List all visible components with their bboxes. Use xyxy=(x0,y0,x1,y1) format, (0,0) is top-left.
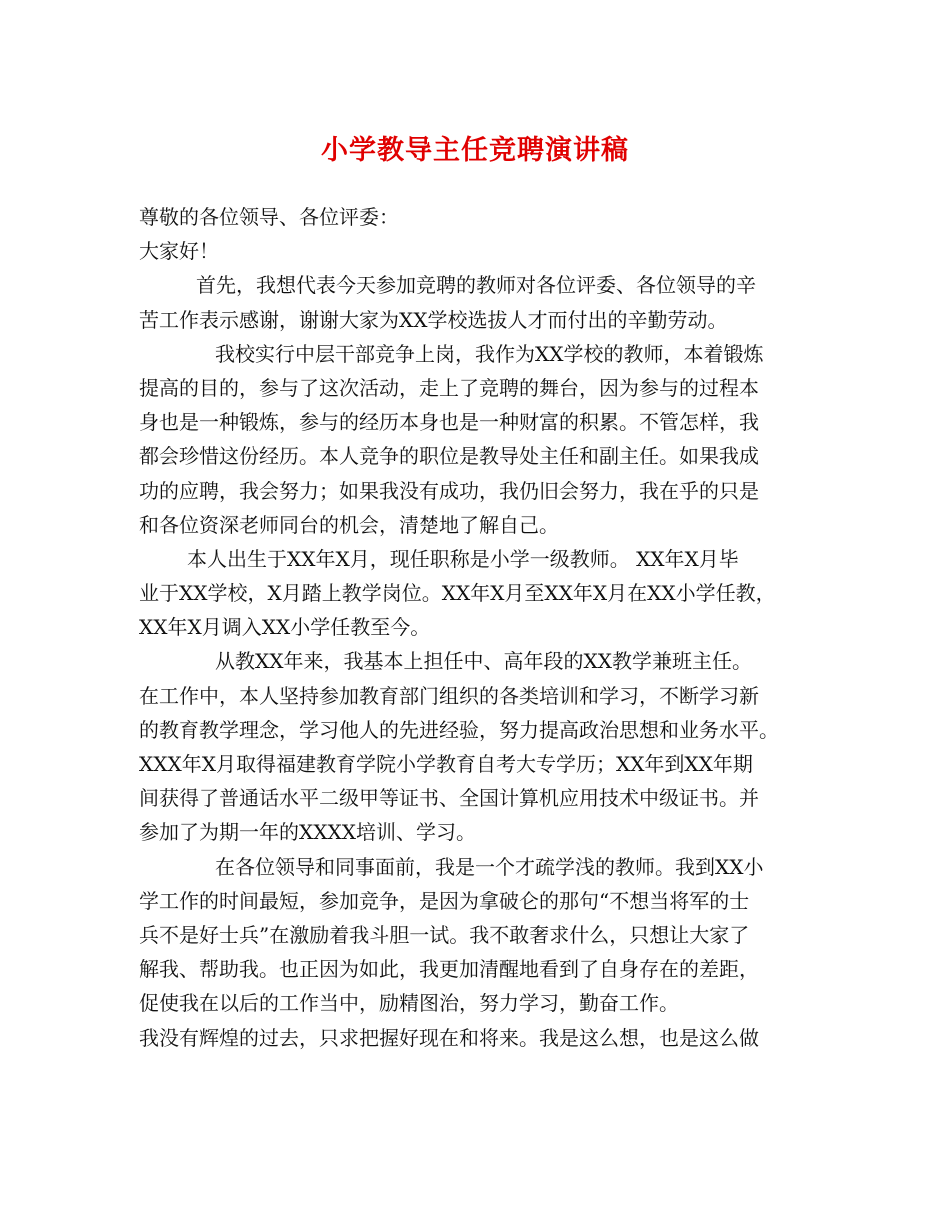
paragraph-line: 参加了为期一年的XXXX培训、学习。 xyxy=(139,820,476,845)
greeting-line: 大家好！ xyxy=(139,239,219,264)
paragraph-line: 兵不是好士兵”在激励着我斗胆一试。我不敢奢求什么，只想让大家了 xyxy=(139,922,750,947)
paragraph-line: 在工作中，本人坚持参加教育部门组织的各类培训和学习，不断学习新 xyxy=(139,683,759,708)
paragraph-line: 间获得了普通话水平二级甲等证书、全国计算机应用技术中级证书。并 xyxy=(139,786,759,811)
paragraph-line: 业于XX学校，X月踏上教学岗位。XX年X月至XX年X月在XX小学任教， xyxy=(139,581,776,606)
paragraph-line: 我没有辉煌的过去，只求把握好现在和将来。我是这么想，也是这么做 xyxy=(139,1025,759,1050)
paragraph-line: 都会珍惜这份经历。本人竞争的职位是教导处主任和副主任。如果我成 xyxy=(139,444,759,469)
paragraph-line: 本人出生于XX年X月，现任职称是小学一级教师。 XX年X月毕 xyxy=(187,546,739,571)
paragraph-line: 我校实行中层干部竞争上岗，我作为XX学校的教师，本着锻炼 xyxy=(215,341,764,366)
paragraph-line: 促使我在以后的工作当中，励精图治，努力学习，勤奋工作。 xyxy=(139,991,679,1016)
paragraph-line: 解我、帮助我。也正因为如此，我更加清醒地看到了自身存在的差距， xyxy=(139,957,759,982)
paragraph-line: 身也是一种锻炼，参与的经历本身也是一种财富的积累。不管怎样，我 xyxy=(139,410,759,435)
paragraph-line: 的教育教学理念，学习他人的先进经验，努力提高政治思想和业务水平。 xyxy=(139,717,779,742)
paragraph-line: 首先，我想代表今天参加竞聘的教师对各位评委、各位领导的辛 xyxy=(196,273,756,298)
paragraph-line: XXX年X月取得福建教育学院小学教育自考大专学历；XX年到XX年期 xyxy=(139,752,753,776)
paragraph-line: 从教XX年来，我基本上担任中、高年段的XX教学兼班主任。 xyxy=(215,649,752,674)
document-title: 小学教导主任竞聘演讲稿 xyxy=(321,135,629,166)
paragraph-line: 和各位资深老师同台的机会，清楚地了解自己。 xyxy=(139,512,559,537)
paragraph-line: 学工作的时间最短，参加竞争，是因为拿破仑的那句“不想当将军的士 xyxy=(139,888,750,913)
paragraph-line: 在各位领导和同事面前，我是一个才疏学浅的教师。我到XX小 xyxy=(215,854,764,879)
salutation-line: 尊敬的各位领导、各位评委： xyxy=(139,205,399,229)
paragraph-line: 苦工作表示感谢，谢谢大家为XX学校选拔人才而付出的辛勤劳动。 xyxy=(139,307,728,332)
document-body xyxy=(139,200,829,1055)
paragraph-line: XX年X月调入XX小学任教至今。 xyxy=(139,615,431,640)
paragraph-line: 提高的目的，参与了这次活动，走上了竞聘的舞台，因为参与的过程本 xyxy=(139,375,759,400)
paragraph-line: 功的应聘，我会努力；如果我没有成功，我仍旧会努力，我在乎的只是 xyxy=(139,478,759,503)
